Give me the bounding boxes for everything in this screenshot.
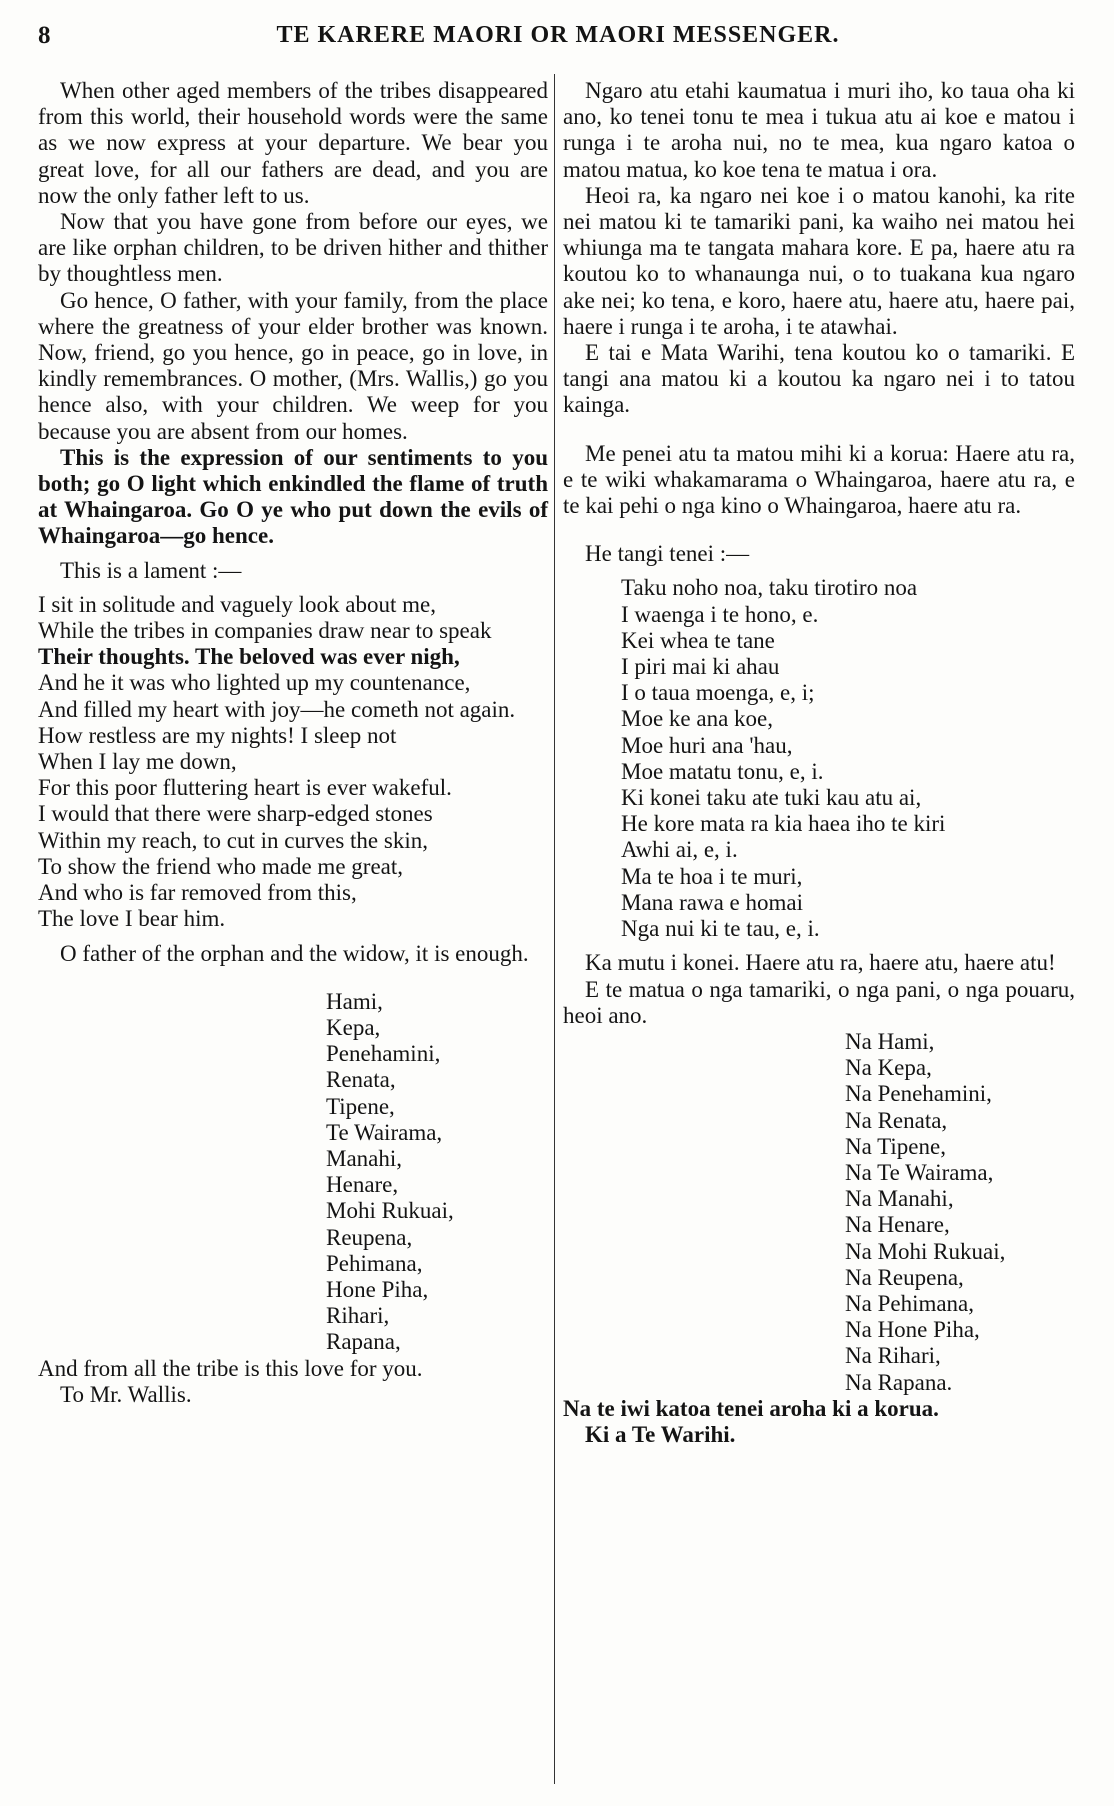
signatory: Reupena, (326, 1224, 413, 1250)
signatory: Na Manahi, (845, 1186, 954, 1212)
lament-line: Moe ke ana koe, (621, 706, 773, 732)
signatory: Manahi, (326, 1145, 403, 1171)
signatory: Na Reupena, (845, 1264, 964, 1290)
signatory: Kepa, (326, 1014, 381, 1040)
signatory: Pehimana, (326, 1250, 423, 1276)
lament-line: For this poor fluttering heart is ever wakeful. (38, 775, 452, 801)
signatory: Na Pehimana, (845, 1290, 975, 1316)
english-paragraph-4: This is the expression of our sentiments to you both; go O light which enkindled the flame of truth at Whaingaroa. Go O ye who put down the evils of Whaingaroa—go hence. (38, 444, 548, 549)
signatory: Na Hami, (845, 1028, 935, 1054)
lament-line: I sit in solitude and vaguely look about me, (38, 591, 436, 617)
lament-line: I piri mai ki ahau (621, 654, 780, 680)
maori-signatories (845, 1029, 1075, 1396)
maori-paragraph-3: E tai e Mata Warihi, tena koutou ko o tamariki. E tangi ana matou ki a koutou ka ngaro nei i to tatou kainga. (563, 340, 1075, 418)
lament-line: I o taua moenga, e, i; (621, 680, 815, 706)
signatory: Henare, (326, 1172, 399, 1198)
column-divider (554, 74, 555, 1784)
signatory: Penehamini, (326, 1041, 441, 1067)
signatory: Hami, (326, 988, 383, 1014)
maori-paragraph-4: Me penei atu ta matou mihi ki a korua: Haere atu ra, e te wiki whakamarama o Whaingaroa, haere atu ra, e te kai pehi o nga kino o Whaingaroa, haere atu ra. (563, 440, 1075, 519)
english-tribe-line: And from all the tribe is this love for you. (38, 1355, 423, 1381)
signatory: Na Kepa, (845, 1055, 932, 1081)
running-head: TE KARERE MAORI OR MAORI MESSENGER. (276, 22, 840, 48)
lament-line: Ma te hoa i te muri, (621, 863, 803, 889)
lament-line: I waenga i te hono, e. (621, 601, 819, 627)
english-lament (38, 592, 548, 933)
english-paragraph-3: Go hence, O father, with your family, from the place where the greatness of your elder brother was known. Now, friend, go you hence, go in peace, go in love, in kindly remembrances. O mother, (Mrs. Wallis,) go you hence also, with your children. We weep for you because you are absent from our homes. (38, 287, 548, 444)
lament-line: And filled my heart with joy—he cometh not again. (38, 696, 516, 722)
signatory: Mohi Rukuai, (326, 1198, 454, 1224)
lament-line: He kore mata ra kia haea iho te kiri (621, 811, 946, 837)
signatory: Na Rihari, (845, 1343, 941, 1369)
lament-line: Kei whea te tane (621, 627, 775, 653)
english-paragraph-1: When other aged members of the tribes disappeared from this world, their household words were the same as we now express at your departure. We bear you great love, for all our fathers are dead, and you are now the only father left to us. (38, 78, 548, 208)
signatory: Na Renata, (845, 1107, 948, 1133)
maori-lament (563, 575, 1075, 942)
signatory: Na Henare, (845, 1212, 950, 1238)
lament-line: While the tribes in companies draw near to speak (38, 618, 492, 644)
lament-line: Within my reach, to cut in curves the skin, (38, 827, 428, 853)
maori-lament-intro: He tangi tenei :— (585, 541, 750, 567)
page-number: 8 (38, 22, 51, 49)
english-addressee: To Mr. Wallis. (60, 1381, 192, 1407)
lament-line: I would that there were sharp-edged stones (38, 801, 433, 827)
lament-line: Moe huri ana 'hau, (621, 732, 793, 758)
signatory: Rihari, (326, 1303, 390, 1329)
signatory: Te Wairama, (326, 1119, 443, 1145)
maori-addressee: Ki a Te Warihi. (585, 1421, 736, 1447)
lament-line: And he it was who lighted up my countenance, (38, 670, 471, 696)
maori-closing-2: E te matua o nga tamariki, o nga pani, o nga pouaru, heoi ano. (563, 976, 1075, 1028)
maori-closing-1: Ka mutu i konei. Haere atu ra, haere atu, haere atu! (585, 950, 1056, 976)
signatory: Renata, (326, 1067, 396, 1093)
english-closing: O father of the orphan and the widow, it is enough. (60, 940, 529, 966)
lament-line: When I lay me down, (38, 749, 237, 775)
lament-line: Awhi ai, e, i. (621, 837, 738, 863)
english-paragraph-2: Now that you have gone from before our eyes, we are like orphan children, to be driven hither and thither by thoughtless men. (38, 209, 548, 287)
lament-line: Ki konei taku ate tuki kau atu ai, (621, 785, 922, 811)
maori-paragraph-1: Ngaro atu etahi kaumatua i muri iho, ko taua oha ki ano, ko tenei tonu te mea i tukua atu ai koe e matou i runga i te aroha nui, no te mea, kua ngaro katoa o matou matua, ko koe tena te matua i ora. (563, 78, 1075, 182)
lament-line: Moe matatu tonu, e, i. (621, 758, 824, 784)
signatory: Tipene, (326, 1093, 395, 1119)
lament-line: Nga nui ki te tau, e, i. (621, 916, 820, 942)
english-lament-intro: This is a lament :— (60, 557, 242, 583)
english-signatories (326, 989, 548, 1356)
signatory: Na Rapana. (845, 1369, 953, 1395)
page-header (38, 22, 1078, 58)
lament-line: Taku noho noa, taku tirotiro noa (621, 575, 918, 601)
signatory: Na Penehamini, (845, 1081, 992, 1107)
lament-line: To show the friend who made me great, (38, 853, 404, 879)
signatory: Na Te Wairama, (845, 1159, 994, 1185)
english-column (38, 78, 548, 1408)
lament-line: Their thoughts. The beloved was ever nigh, (38, 644, 460, 670)
lament-line: The love I bear him. (38, 906, 226, 932)
signatory: Na Mohi Rukuai, (845, 1238, 1006, 1264)
maori-column (563, 78, 1075, 1448)
signatory: Na Tipene, (845, 1133, 946, 1159)
lament-line: How restless are my nights! I sleep not (38, 722, 397, 748)
lament-line: Mana rawa e homai (621, 889, 804, 915)
signatory: Hone Piha, (326, 1276, 429, 1302)
maori-tribe-line: Na te iwi katoa tenei aroha ki a korua. (563, 1395, 939, 1421)
signatory: Na Hone Piha, (845, 1317, 980, 1343)
lament-line: And who is far removed from this, (38, 880, 357, 906)
signatory: Rapana, (326, 1329, 401, 1355)
maori-paragraph-2: Heoi ra, ka ngaro nei koe i o matou kanohi, ka rite nei matou ki te tamariki pani, ka waiho nei matou hei whiunga ma te tangata mahara kore. E pa, haere atu ra koutou ko to whanaunga nui, o to tuakana kua ngaro ake nei; ko tena, e koro, haere atu, haere atu, haere pai, haere i runga i te aroha, i te atawhai. (563, 182, 1075, 339)
